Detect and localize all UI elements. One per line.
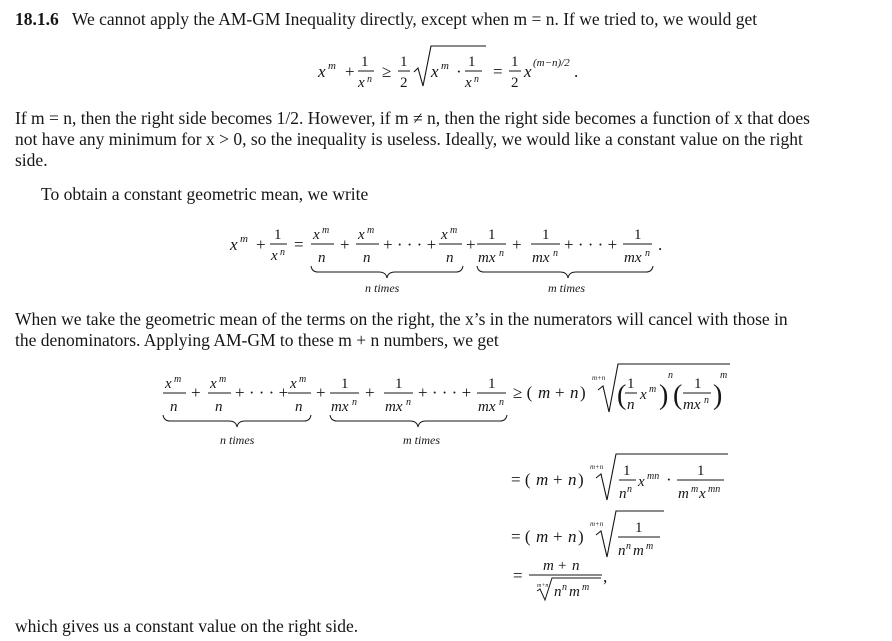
svg-text:m: m xyxy=(633,543,644,559)
svg-text:n: n xyxy=(446,250,454,266)
svg-text:m: m xyxy=(367,225,375,236)
svg-text:1: 1 xyxy=(468,54,476,70)
intro-text: We cannot apply the AM-GM Inequality directly, except when m = n. If we tried to, we would get xyxy=(71,9,758,29)
intro-line xyxy=(15,9,757,30)
svg-text:m: m xyxy=(322,225,330,236)
svg-text:x: x xyxy=(431,62,439,81)
svg-text:n: n xyxy=(619,486,627,502)
svg-text:+: + xyxy=(345,62,355,81)
svg-text:n: n xyxy=(367,74,372,85)
svg-text:x: x xyxy=(640,387,647,403)
svg-text:n: n xyxy=(626,541,631,552)
svg-text:+: + xyxy=(553,527,563,546)
svg-text:m: m xyxy=(299,374,307,385)
svg-text:+: + xyxy=(365,383,375,402)
svg-text:m: m xyxy=(691,484,699,495)
svg-text:1: 1 xyxy=(542,227,550,243)
svg-text:1: 1 xyxy=(274,227,282,243)
section-number: 18.1.6 xyxy=(15,9,59,29)
svg-text:n: n xyxy=(568,470,577,489)
svg-text:x: x xyxy=(465,75,472,91)
svg-text:m+n: m+n xyxy=(537,583,549,589)
svg-text:≥: ≥ xyxy=(382,62,392,81)
svg-text:mx: mx xyxy=(683,397,701,413)
svg-text:): ) xyxy=(580,383,586,402)
m-times-label-1: m times xyxy=(548,281,585,295)
svg-text:n: n xyxy=(627,484,632,495)
svg-text:n: n xyxy=(618,543,626,559)
svg-text:): ) xyxy=(578,470,584,489)
svg-text:x: x xyxy=(358,227,365,243)
svg-text:+: + xyxy=(340,235,350,254)
svg-text:m: m xyxy=(441,60,449,72)
svg-text:x: x xyxy=(230,235,238,254)
svg-text:m: m xyxy=(536,527,549,546)
svg-text:x: x xyxy=(271,248,278,264)
svg-text:n: n xyxy=(280,247,285,258)
svg-text:n: n xyxy=(406,397,411,408)
svg-text:1: 1 xyxy=(634,227,642,243)
svg-text:x: x xyxy=(210,376,217,392)
n-times-label-1: n times xyxy=(365,281,400,295)
svg-text:n: n xyxy=(499,248,504,259)
svg-text:n: n xyxy=(215,399,223,415)
svg-text:.: . xyxy=(658,235,663,254)
svg-text:n: n xyxy=(318,250,326,266)
svg-text:m: m xyxy=(174,374,182,385)
svg-text:n: n xyxy=(568,527,577,546)
svg-text:1: 1 xyxy=(488,376,496,392)
svg-text:mx: mx xyxy=(331,399,349,415)
svg-text:+: + xyxy=(553,470,563,489)
svg-text:=: = xyxy=(513,566,523,585)
svg-text:m: m xyxy=(649,384,657,395)
svg-text:m: m xyxy=(450,225,458,236)
svg-text:x: x xyxy=(638,474,645,490)
svg-text:n: n xyxy=(570,383,579,402)
svg-text:n: n xyxy=(704,395,709,406)
svg-text:n: n xyxy=(295,399,303,415)
svg-text:n: n xyxy=(553,248,558,259)
svg-text:+: + xyxy=(558,558,567,574)
svg-text:x: x xyxy=(318,62,326,81)
svg-text:2: 2 xyxy=(511,75,519,91)
svg-text:+ · · · +: + · · · + xyxy=(564,235,618,254)
n-times-label-2: n times xyxy=(220,433,255,447)
svg-text:m: m xyxy=(678,486,689,502)
svg-text:m: m xyxy=(328,60,336,72)
svg-text:): ) xyxy=(713,380,723,411)
svg-text:n: n xyxy=(474,74,479,85)
svg-text:x: x xyxy=(313,227,320,243)
equation-1 xyxy=(0,40,892,110)
svg-text:n: n xyxy=(554,584,562,600)
svg-text:1: 1 xyxy=(635,520,643,536)
svg-text:m: m xyxy=(219,374,227,385)
m-times-label-2: m times xyxy=(403,433,440,447)
svg-text:): ) xyxy=(578,527,584,546)
equation-2 xyxy=(0,212,892,300)
svg-text:2: 2 xyxy=(400,75,408,91)
svg-text:n: n xyxy=(627,397,635,413)
svg-text:x: x xyxy=(290,376,297,392)
svg-text:+: + xyxy=(512,235,522,254)
svg-text:=: = xyxy=(493,62,503,81)
svg-text:mn: mn xyxy=(708,484,721,495)
svg-text:m: m xyxy=(543,558,554,574)
svg-text:= (: = ( xyxy=(511,470,531,489)
svg-text:m: m xyxy=(536,470,549,489)
svg-text:+ · · · +: + · · · + xyxy=(383,235,437,254)
svg-text:m: m xyxy=(646,541,654,552)
svg-text:mx: mx xyxy=(478,399,496,415)
svg-text:·: · xyxy=(456,62,462,81)
paragraph-3-line-2: the denominators. Applying AM-GM to these m + n numbers, we get xyxy=(15,330,499,350)
svg-text:,: , xyxy=(603,567,608,586)
svg-text:m: m xyxy=(582,582,590,593)
svg-text:m+n: m+n xyxy=(590,520,604,528)
svg-text:m: m xyxy=(240,233,248,245)
svg-text:n: n xyxy=(645,248,650,259)
svg-text:+: + xyxy=(191,383,201,402)
svg-text:): ) xyxy=(659,380,669,411)
paragraph-1-line-2: not have any minimum for x > 0, so the inequality is useless. Ideally, we would like a constant value on the right xyxy=(15,129,803,149)
svg-text:m: m xyxy=(720,370,728,381)
svg-text:+ · · · +: + · · · + xyxy=(235,383,289,402)
paragraph-2: To obtain a constant geometric mean, we write xyxy=(41,184,369,204)
svg-text:n: n xyxy=(572,558,580,574)
svg-text:1: 1 xyxy=(511,54,519,70)
svg-text:m: m xyxy=(569,584,580,600)
svg-text:=: = xyxy=(294,235,304,254)
svg-text:mx: mx xyxy=(385,399,403,415)
svg-text:1: 1 xyxy=(395,376,403,392)
svg-text:.: . xyxy=(574,62,579,81)
svg-text:= (: = ( xyxy=(511,527,531,546)
svg-text:mx: mx xyxy=(624,250,642,266)
svg-text:1: 1 xyxy=(623,463,631,479)
paragraph-3-line-1: When we take the geometric mean of the terms on the right, the x’s in the numerators will cancel with those in xyxy=(15,309,788,329)
svg-text:n: n xyxy=(352,397,357,408)
svg-text:1: 1 xyxy=(341,376,349,392)
svg-text:(: ( xyxy=(673,380,683,411)
svg-text:1: 1 xyxy=(697,463,705,479)
svg-text:m+n: m+n xyxy=(590,463,604,471)
svg-text:m+n: m+n xyxy=(592,374,606,382)
svg-text:n: n xyxy=(562,582,567,593)
svg-text:(m−n)/2: (m−n)/2 xyxy=(533,57,570,69)
svg-text:+: + xyxy=(316,383,326,402)
svg-text:x: x xyxy=(524,62,532,81)
svg-text:mn: mn xyxy=(647,471,660,482)
svg-text:1: 1 xyxy=(488,227,496,243)
svg-text:x: x xyxy=(165,376,172,392)
svg-text:mx: mx xyxy=(532,250,550,266)
svg-text:x: x xyxy=(441,227,448,243)
svg-text:x: x xyxy=(699,486,706,502)
equation-3 xyxy=(0,360,892,610)
paragraph-1-line-3: side. xyxy=(15,150,48,170)
svg-text:n: n xyxy=(499,397,504,408)
svg-text:+: + xyxy=(555,383,565,402)
svg-text:n: n xyxy=(668,370,673,381)
svg-text:n: n xyxy=(170,399,178,415)
svg-text:+ · · · +: + · · · + xyxy=(418,383,472,402)
svg-text:1: 1 xyxy=(361,54,369,70)
conclusion-line: which gives us a constant value on the right side. xyxy=(15,616,359,636)
svg-text:mx: mx xyxy=(478,250,496,266)
svg-text:1: 1 xyxy=(627,376,635,392)
paragraph-1-line-1: If m = n, then the right side becomes 1/2. However, if m ≠ n, then the right side becomes a function of x that does xyxy=(15,108,810,128)
svg-text:(: ( xyxy=(617,380,627,411)
svg-text:+: + xyxy=(466,235,476,254)
svg-text:≥ (: ≥ ( xyxy=(513,383,533,402)
svg-text:x: x xyxy=(358,75,365,91)
svg-text:+: + xyxy=(256,235,266,254)
svg-text:1: 1 xyxy=(400,54,408,70)
svg-text:·: · xyxy=(666,470,672,489)
svg-text:n: n xyxy=(363,250,371,266)
svg-text:m: m xyxy=(538,383,551,402)
svg-text:1: 1 xyxy=(694,376,702,392)
